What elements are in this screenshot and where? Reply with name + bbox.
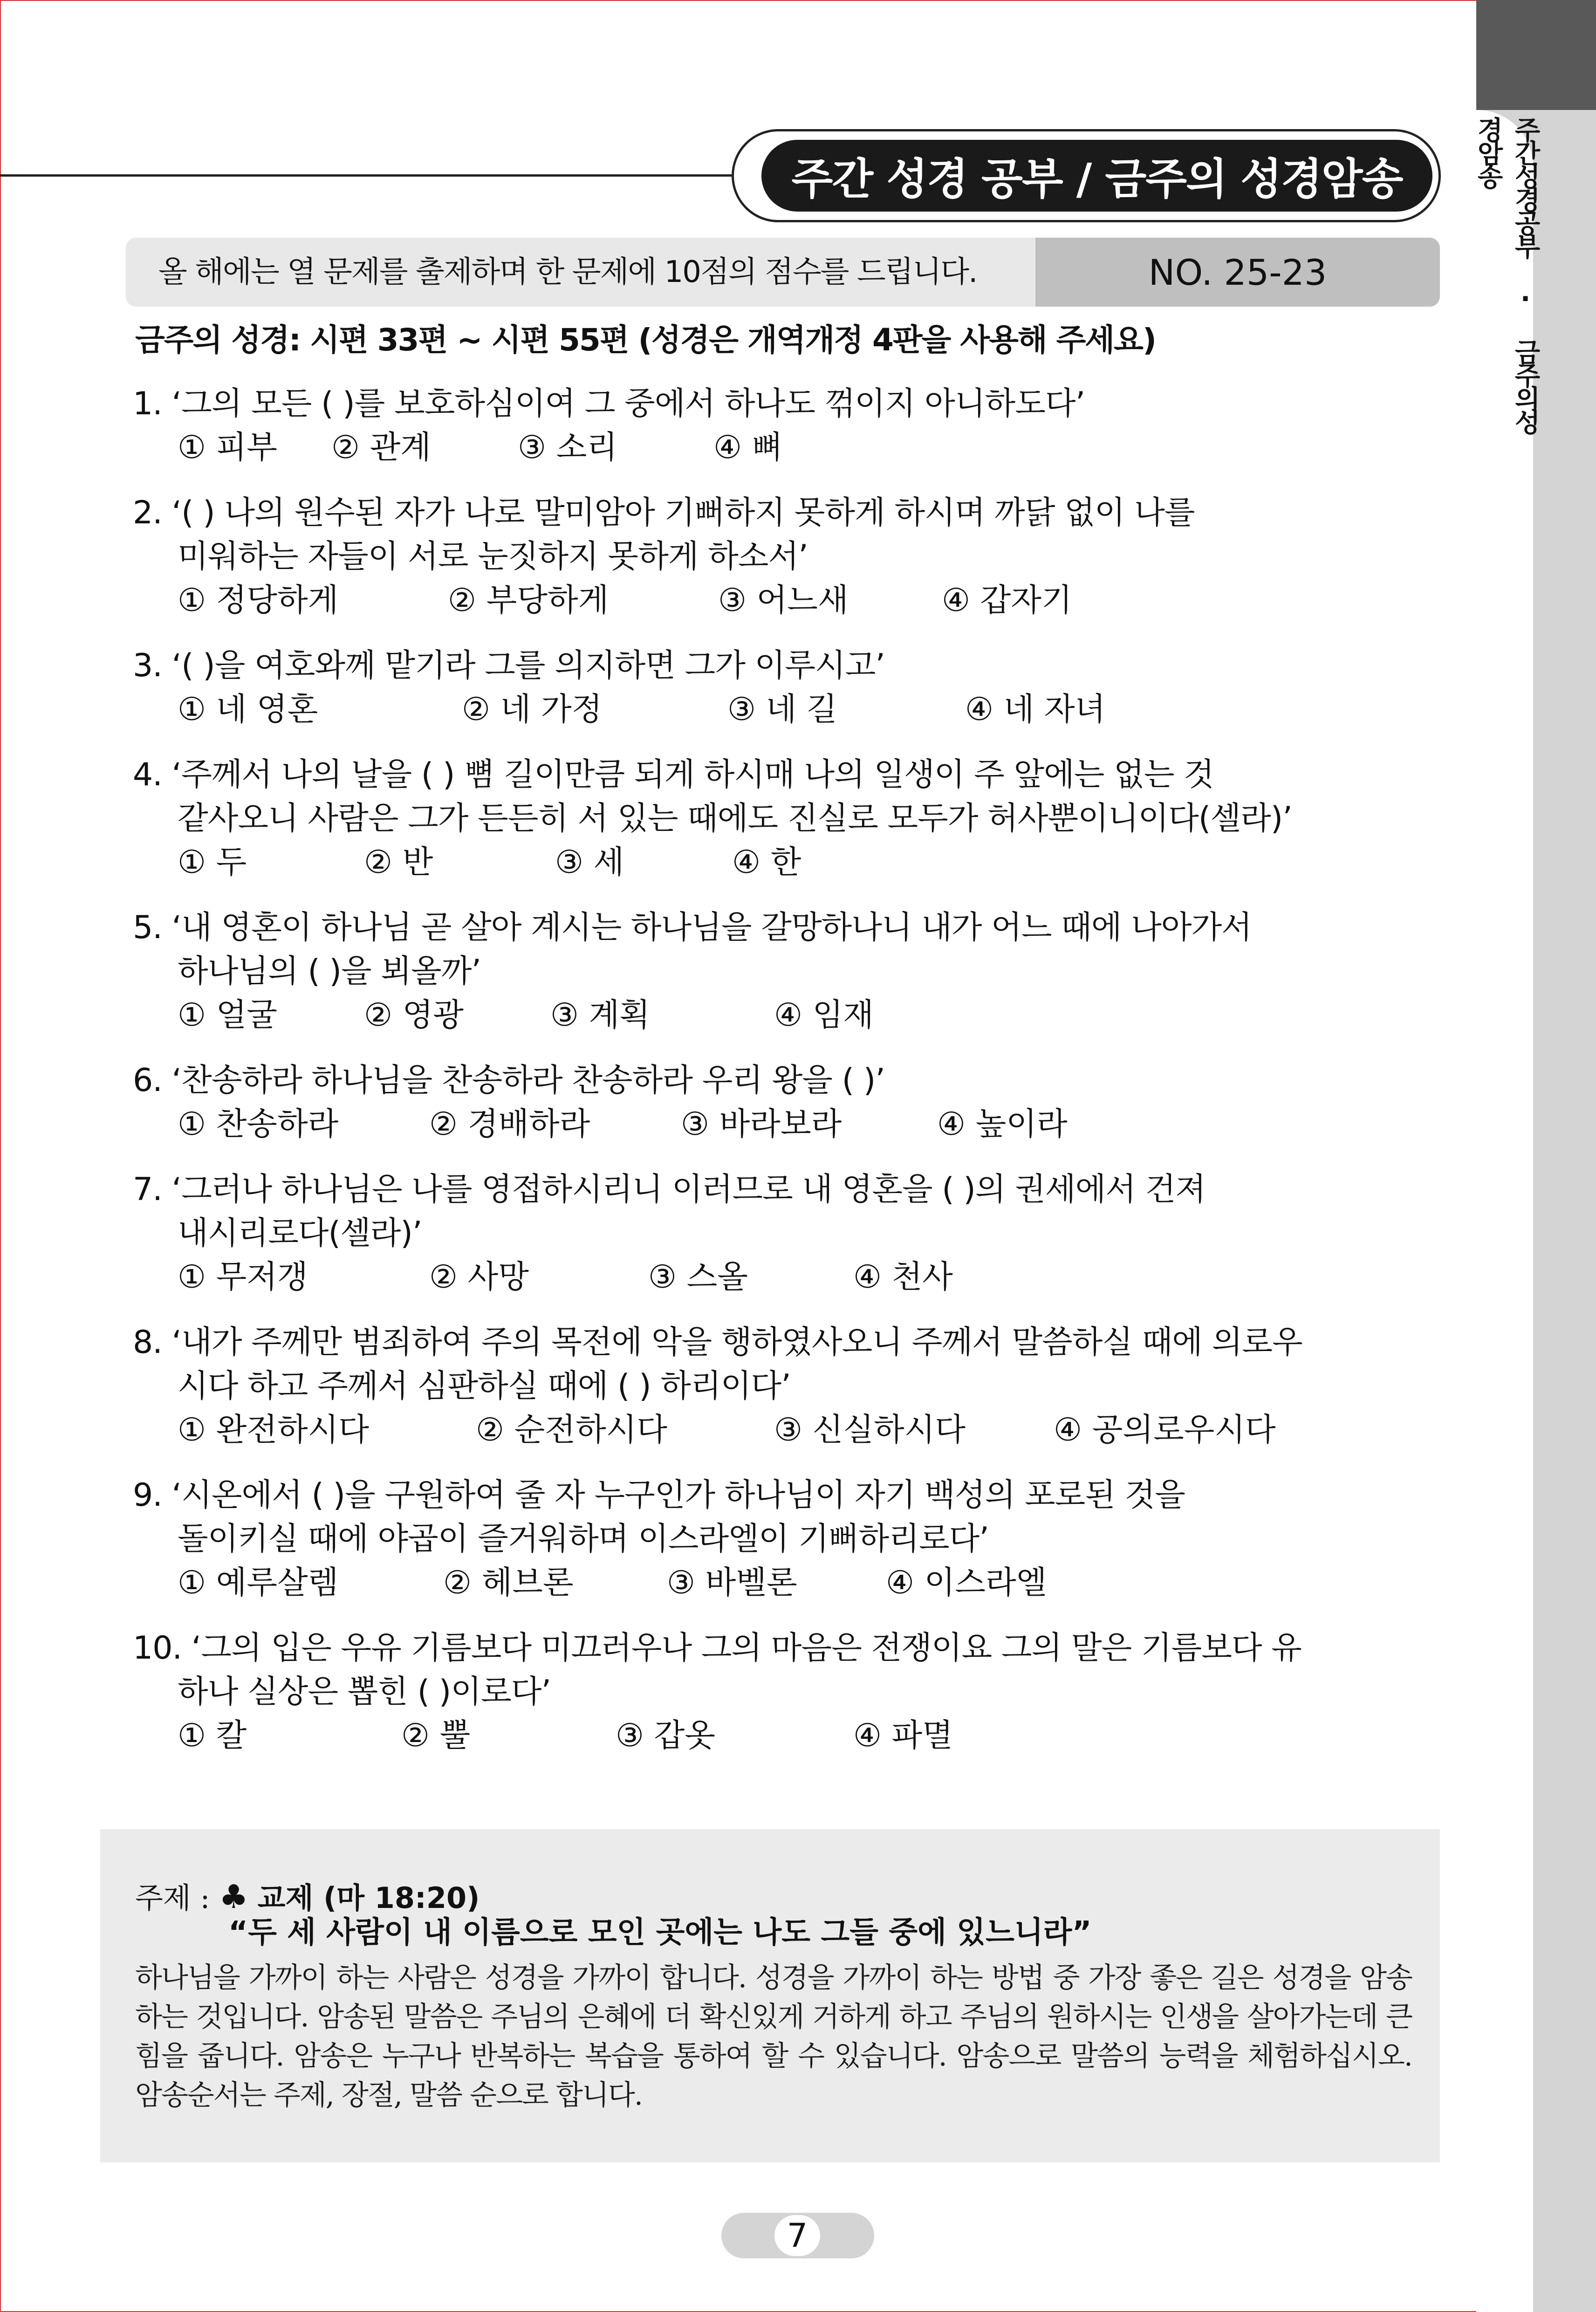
page-title: 주간 성경 공부 / 금주의 성경암송 (761, 140, 1432, 212)
question-number: 6. (133, 1062, 162, 1099)
question-text: ‘( )을 여호와께 맡기라 그를 의지하면 그가 이루시고’ (171, 647, 885, 684)
question-text-continued: 같사오니 사람은 그가 든든히 서 있는 때에도 진실로 모두가 허사뿐이니이다(셀라)’ (178, 800, 1292, 837)
theme-title: 교제 (마 18:20) (257, 1881, 480, 1915)
option: ② 반 (364, 844, 433, 881)
side-tab-curve (1476, 110, 1533, 2312)
question-item (133, 1474, 1433, 1605)
option: ② 관계 (331, 429, 431, 466)
question-number: 8. (133, 1324, 162, 1361)
option: ④ 공의로우시다 (1054, 1412, 1276, 1448)
option: ③ 소리 (518, 429, 617, 466)
option: ① 무저갱 (178, 1259, 308, 1296)
option-row (133, 1408, 1433, 1452)
question-text-continued: 하나 실상은 뽑힌 ( )이로다’ (178, 1674, 551, 1710)
option: ③ 네 길 (727, 691, 837, 728)
question-text: ‘내가 주께만 범죄하여 주의 목전에 악을 행하였사오니 주께서 말씀하실 때에 의로우 (171, 1324, 1302, 1361)
club-icon: ♣ (219, 1878, 248, 1916)
option: ① 두 (178, 844, 247, 881)
question-number: 5. (133, 909, 162, 946)
option-row (133, 994, 1433, 1037)
question-text: ‘찬송하라 하나님을 찬송하라 찬송하라 우리 왕을 ( )’ (171, 1062, 885, 1099)
option: ④ 임재 (774, 997, 874, 1034)
option: ① 칼 (178, 1717, 247, 1754)
question-number: 3. (133, 647, 162, 684)
option: ④ 이스라엘 (886, 1564, 1047, 1601)
question-item (133, 644, 1433, 732)
question-text: ‘내 영혼이 하나님 곧 살아 계시는 하나님을 갈망하나니 내가 어느 때에 나아가서 (171, 909, 1252, 946)
theme-row (135, 1878, 479, 1917)
side-tab-dark-block (1476, 0, 1596, 110)
option-row (133, 1255, 1433, 1299)
question-text: ‘그의 입은 우유 기름보다 미끄러우나 그의 마음은 전쟁이요 그의 말은 기름보다 유 (191, 1630, 1301, 1667)
option: ② 경배하라 (429, 1106, 590, 1143)
option: ③ 계획 (550, 997, 650, 1034)
option: ① 찬송하라 (178, 1106, 339, 1143)
option-row (133, 426, 1433, 470)
option: ④ 천사 (853, 1259, 953, 1296)
question-item (133, 1321, 1433, 1452)
question-number: 9. (133, 1477, 162, 1514)
option-row (133, 1103, 1433, 1146)
question-text: ‘그의 모든 ( )를 보호하심이여 그 중에서 하나도 꺾이지 아니하도다’ (171, 385, 1085, 422)
option: ③ 바벨론 (667, 1564, 797, 1601)
question-item (133, 1626, 1433, 1758)
issue-number: NO. 25-23 (1035, 238, 1440, 307)
option-row (133, 1561, 1433, 1605)
option: ④ 뼈 (713, 429, 783, 466)
option: ④ 갑자기 (942, 582, 1072, 619)
option: ③ 갑옷 (616, 1717, 715, 1754)
question-number: 10. (133, 1630, 182, 1667)
question-item (133, 906, 1433, 1037)
option: ④ 파멸 (853, 1717, 953, 1754)
question-text-continued: 미워하는 자들이 서로 눈짓하지 못하게 하소서’ (178, 538, 808, 575)
header-rule (0, 174, 732, 177)
theme-description: 하나님을 가까이 하는 사람은 성경을 가까이 합니다. 성경을 가까이 하는 방법 중 가장 좋은 길은 성경을 암송하는 것입니다. 암송된 말씀은 주님의 은혜에 더 확신있게 거하게 하고 주님의 원하시는 인생을 살아가는데 큰 힘을 줍니다. 암송은 누구나 반복하는 복습을 통하여 할 수 있습니다. 암송으로 말씀의 능력을 체험하십시오. 암송순서는 주제, 장절, 말씀 순으로 합니다. (135, 1962, 1412, 2112)
question-number: 7. (133, 1171, 162, 1208)
page-number: 7 (774, 2215, 820, 2256)
question-text: ‘( ) 나의 원수된 자가 나로 말미암아 기뻐하지 못하게 하시며 까닭 없이 나를 (171, 494, 1195, 531)
question-number: 4. (133, 756, 162, 793)
option: ② 헤브론 (443, 1564, 574, 1601)
option: ① 완전하시다 (178, 1412, 370, 1448)
question-item (133, 1168, 1433, 1299)
option: ① 피부 (178, 429, 277, 466)
option: ① 정당하게 (178, 582, 339, 619)
option: ④ 한 (732, 844, 801, 881)
question-item (133, 1059, 1433, 1146)
side-tab-label: 주간성경공부 · 금주의성경암송 (1473, 117, 1541, 432)
option: ② 영광 (364, 997, 464, 1034)
question-item (133, 753, 1433, 885)
question-text-continued: 하나님의 ( )을 뵈올까’ (178, 953, 481, 990)
question-item (133, 382, 1433, 470)
passage-range: 금주의 성경: 시편 33편 ~ 시편 55편 (성경은 개역개정 4판을 사용해 주세요) (135, 322, 1156, 358)
option: ④ 높이라 (937, 1106, 1068, 1143)
question-list (133, 382, 1433, 1779)
option: ② 네 가정 (462, 691, 603, 728)
question-text-continued: 돌이키실 때에 야곱이 즐거워하며 이스라엘이 기뻐하리로다’ (178, 1521, 989, 1557)
option-row (133, 1714, 1433, 1758)
question-number: 2. (133, 494, 162, 531)
question-text: ‘그러나 하나님은 나를 영접하시리니 이러므로 내 영혼을 ( )의 권세에서 건져 (171, 1171, 1206, 1208)
theme-label: 주제 : (135, 1881, 210, 1915)
question-text: ‘시온에서 ( )을 구원하여 줄 자 누구인가 하나님이 자기 백성의 포로된 것을 (171, 1477, 1185, 1514)
option: ② 사망 (429, 1259, 529, 1296)
option: ④ 네 자녀 (965, 691, 1106, 728)
option: ③ 스올 (648, 1259, 748, 1296)
info-bar-text: 올 해에는 열 문제를 출제하며 한 문제에 10점의 점수를 드립니다. (158, 255, 977, 289)
question-text-continued: 시다 하고 주께서 심판하실 때에 ( ) 하리이다’ (178, 1368, 791, 1405)
question-number: 1. (133, 385, 162, 422)
option: ① 예루살렘 (178, 1564, 339, 1601)
memory-verse-quote: “두 세 사람이 내 이름으로 모인 곳에는 나도 그들 중에 있느니라” (228, 1915, 1092, 1950)
option: ② 뿔 (401, 1717, 471, 1754)
option: ③ 바라보라 (681, 1106, 842, 1143)
option: ① 네 영혼 (178, 691, 318, 728)
question-text-continued: 내시리로다(셀라)’ (178, 1215, 422, 1252)
option: ② 부당하게 (448, 582, 609, 619)
option: ③ 어느새 (718, 582, 849, 619)
question-item (133, 491, 1433, 623)
option: ① 얼굴 (178, 997, 277, 1034)
option: ③ 세 (555, 844, 624, 881)
option-row (133, 688, 1433, 732)
option: ② 순전하시다 (476, 1412, 668, 1448)
option: ③ 신실하시다 (774, 1412, 966, 1448)
option-row (133, 841, 1433, 885)
question-text: ‘주께서 나의 날을 ( ) 뼘 길이만큼 되게 하시매 나의 일생이 주 앞에는 없는 것 (171, 756, 1214, 793)
option-row (133, 579, 1433, 623)
